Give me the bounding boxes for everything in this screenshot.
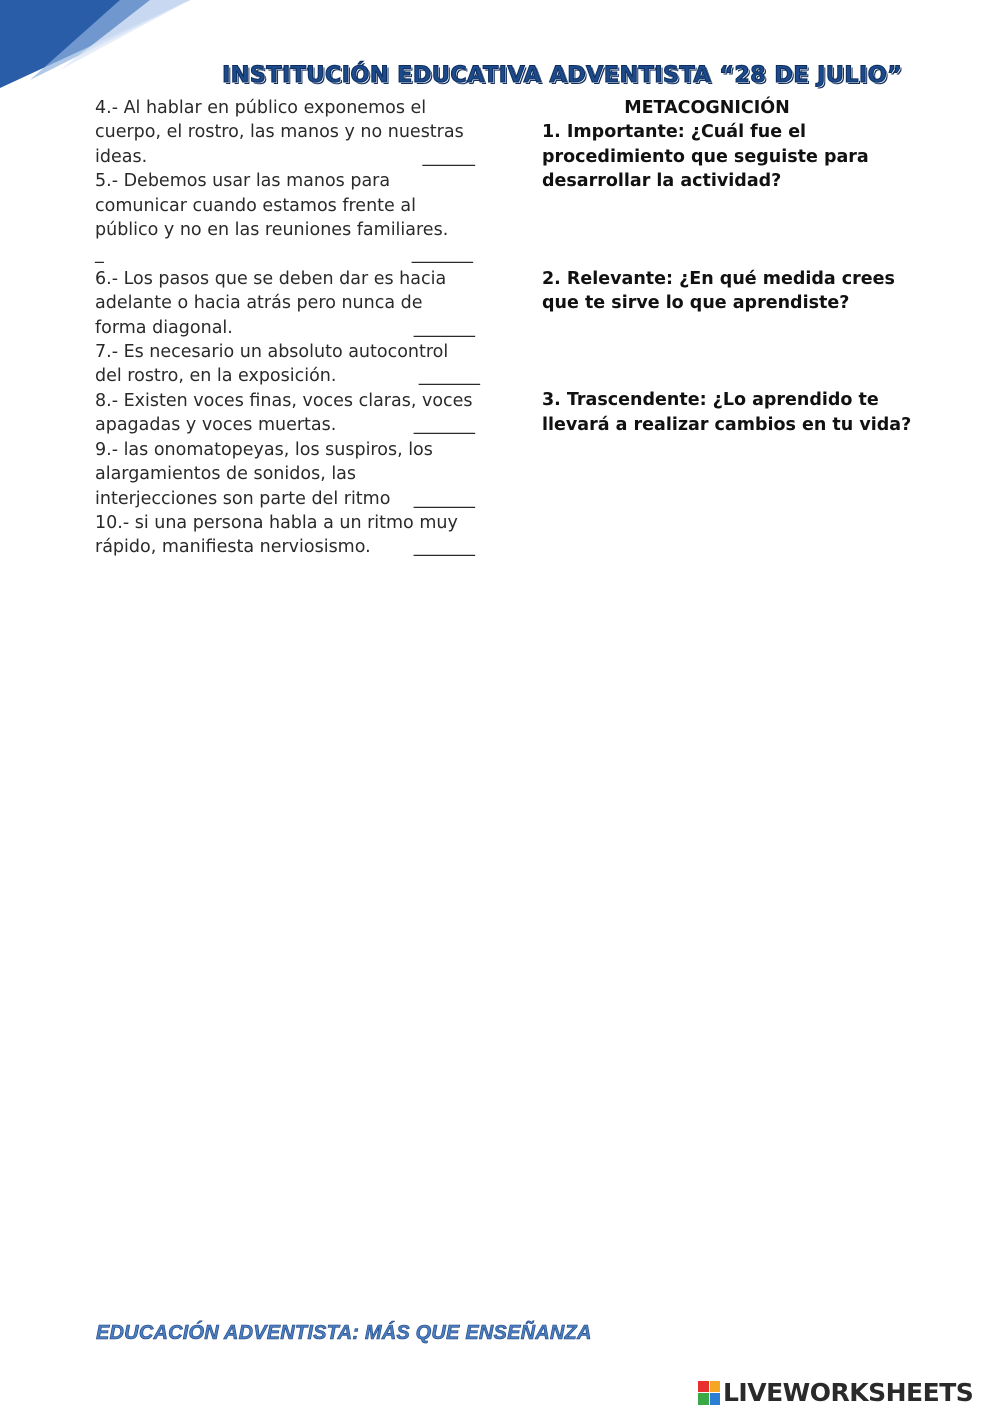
footer-motto: EDUCACIÓN ADVENTISTA: MÁS QUE ENSEÑANZA [96, 1322, 592, 1344]
question-line: apagadas y voces muertas. [95, 415, 337, 436]
metacognition-line: 3. Trascendente: ¿Lo aprendido te [542, 390, 879, 411]
question-line: adelante o hacia atrás pero nunca de [95, 293, 423, 314]
metacognition-line: 2. Relevante: ¿En qué medida crees [542, 268, 895, 289]
question-line: cuerpo, el rostro, las manos y no nuestras [95, 122, 464, 143]
answer-blank[interactable]: _______ [413, 317, 475, 338]
metacognition-title: METACOGNICIÓN [624, 98, 790, 118]
question-line: 7.- Es necesario un absoluto autocontrol [95, 342, 449, 363]
question-9 [95, 438, 485, 511]
liveworksheets-logo-icon [698, 1381, 720, 1405]
answer-blank[interactable]: _______ [411, 244, 473, 265]
question-line: 10.- si una persona habla a un ritmo muy [95, 512, 458, 533]
question-7 [95, 340, 485, 389]
metacognition-line: llevará a realizar cambios en tu vida? [542, 414, 912, 435]
answer-blank[interactable]: _______ [413, 415, 475, 436]
institution-title: INSTITUCIÓN EDUCATIVA ADVENTISTA “28 DE JULIO” [222, 62, 903, 88]
answer-blank[interactable]: _______ [413, 488, 475, 509]
question-line: _ [95, 244, 104, 265]
question-6 [95, 267, 485, 340]
question-line: del rostro, en la exposición. [95, 366, 337, 387]
metacognition-item-2 [542, 267, 962, 316]
answer-blank[interactable]: _______ [413, 537, 475, 558]
question-4 [95, 96, 485, 169]
questions-column [95, 96, 485, 560]
metacognition-column [542, 96, 962, 437]
question-line: 4.- Al hablar en público exponemos el [95, 98, 427, 118]
question-line: 8.- Existen voces finas, voces claras, voces [95, 390, 473, 411]
answer-space [542, 194, 962, 267]
question-10 [95, 511, 485, 560]
answer-space [542, 315, 962, 388]
question-line: 5.- Debemos usar las manos para [95, 171, 391, 192]
question-line: 6.- Los pasos que se deben dar es hacia [95, 268, 447, 289]
question-line: rápido, manifiesta nerviosismo. [95, 537, 371, 558]
metacognition-item-3 [542, 388, 962, 437]
question-line: forma diagonal. [95, 317, 233, 338]
metacognition-line: procedimiento que seguiste para [542, 146, 869, 167]
answer-blank[interactable]: _______ [418, 366, 480, 387]
question-5 [95, 169, 485, 267]
question-line: público y no en las reuniones familiares. [95, 220, 449, 241]
question-line: 9.- las onomatopeyas, los suspiros, los [95, 439, 433, 460]
question-line: alargamientos de sonidos, las [95, 464, 357, 485]
metacognition-item-1 [542, 120, 962, 193]
liveworksheets-logo[interactable] [698, 1378, 973, 1407]
metacognition-line: desarrollar la actividad? [542, 171, 782, 192]
liveworksheets-brand: LIVEWORKSHEETS [723, 1378, 974, 1407]
question-line: interjecciones son parte del ritmo [95, 488, 391, 509]
corner-decoration [0, 0, 210, 95]
question-line: ideas. [95, 146, 148, 167]
answer-blank[interactable]: ______ [422, 146, 475, 167]
metacognition-line: que te sirve lo que aprendiste? [542, 293, 850, 314]
question-8 [95, 389, 485, 438]
metacognition-line: 1. Importante: ¿Cuál fue el [542, 122, 807, 143]
question-line: comunicar cuando estamos frente al [95, 195, 416, 216]
